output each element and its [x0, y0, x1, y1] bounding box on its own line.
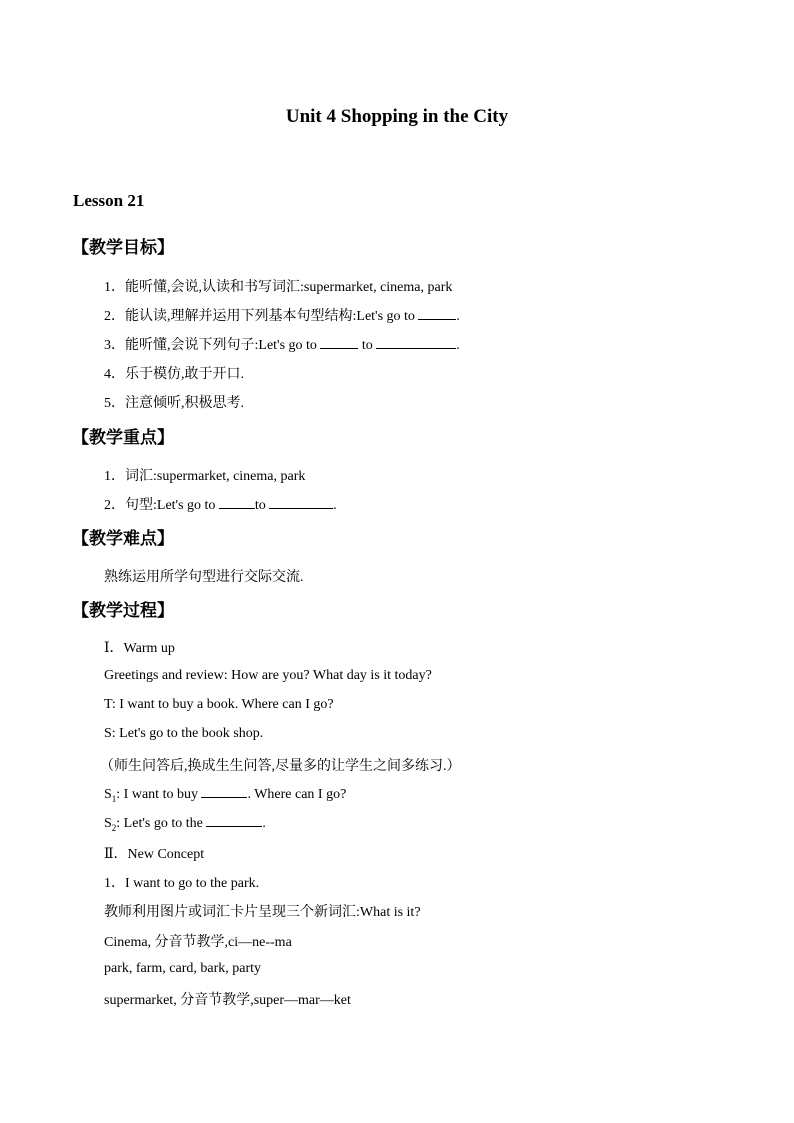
objectives-heading: 【教学目标】 [72, 238, 174, 258]
speaker-label: S [104, 816, 112, 831]
blank-line [418, 307, 456, 320]
blank-line [206, 814, 262, 827]
key-point-item: 1．词汇:supermarket, cinema, park [104, 469, 306, 484]
concept-line: park, farm, card, bark, party [104, 961, 262, 976]
blank-line [376, 336, 456, 349]
difficulty-text: 熟练运用所学句型进行交际交流. [104, 570, 304, 585]
speaker-sub: 2 [111, 822, 117, 833]
objective-item: 2．能认读,理解并运用下列基本句型结构:Let's go to . [104, 309, 460, 324]
key-point-text: 2．句型:Let's go to [104, 498, 216, 513]
blank-line [219, 496, 255, 509]
process-heading: 【教学过程】 [72, 601, 174, 621]
concept-line: Cinema, 分音节教学,ci—ne--ma [104, 935, 292, 950]
objective-item: 3．能听懂,会说下列句子:Let's go to to . [104, 338, 460, 353]
lesson-label: Lesson 21 [73, 191, 145, 210]
speaker-sub: 1 [111, 793, 117, 804]
difficulties-heading: 【教学难点】 [72, 529, 174, 549]
document-title: Unit 4 Shopping in the City [285, 106, 509, 127]
objective-item: 1．能听懂,会说,认读和书写词汇:supermarket, cinema, park [104, 280, 453, 295]
dialogue-text: . Where can I go? [247, 787, 347, 802]
objective-item: 5．注意倾听,积极思考. [104, 396, 244, 411]
objective-item: 4．乐于模仿,敢于开口. [104, 367, 244, 382]
speaker-label: S [104, 787, 112, 802]
objective-item-connector: to [361, 338, 373, 353]
blank-line [201, 785, 247, 798]
process-line: S: Let's go to the book shop. [104, 726, 264, 741]
process-line: （师生问答后,换成生生问答,尽量多的让学生之间多练习.） [100, 759, 461, 774]
key-point-item: 2．句型:Let's go to to . [104, 498, 337, 513]
blank-line [269, 496, 333, 509]
objective-item-text: 3．能听懂,会说下列句子:Let's go to [104, 338, 317, 353]
concept-title: Ⅱ．New Concept [104, 847, 205, 862]
process-line: T: I want to buy a book. Where can I go? [104, 697, 334, 712]
concept-line: 1．I want to go to the park. [104, 876, 260, 891]
process-line: Greetings and review: How are you? What day is it today? [104, 668, 432, 683]
key-point-connector: to [254, 498, 266, 513]
key-points-heading: 【教学重点】 [72, 428, 174, 448]
dialogue-text: : Let's go to the [116, 816, 203, 831]
blank-line [320, 336, 358, 349]
warmup-title: Ⅰ．Warm up [104, 641, 175, 656]
dialogue-line-s1 [104, 785, 346, 804]
concept-line: 教师利用图片或词汇卡片呈现三个新词汇:What is it? [104, 905, 421, 920]
dialogue-line-s2: $S_2$: Let's go to the . [104, 816, 266, 833]
concept-line: supermarket, 分音节教学,super—mar—ket [104, 993, 351, 1008]
objective-item-text: 2．能认读,理解并运用下列基本句型结构:Let's go to [104, 309, 415, 324]
dialogue-text: : I want to buy [116, 787, 198, 802]
